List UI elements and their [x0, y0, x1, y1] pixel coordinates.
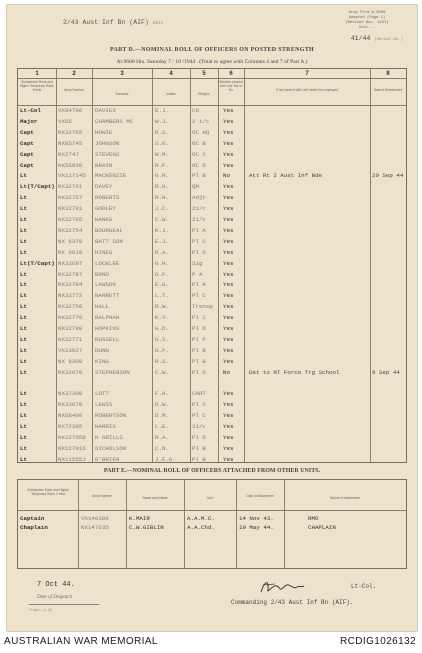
cell-rank: Chaplain [20, 524, 48, 531]
table-row [18, 423, 406, 431]
cell-initials: J.C. [155, 205, 169, 213]
cell-surname: BARRETT [95, 292, 120, 300]
cell-rank: Lt [20, 444, 27, 452]
col-number-1: 1 [35, 70, 39, 77]
header-unit-label: Unit [152, 21, 164, 26]
cell-initials: K.J. [155, 226, 169, 234]
cell-initials: G.S. [155, 335, 169, 343]
cell-initials: G.H. [155, 259, 169, 267]
cell-initials: R.W. [155, 303, 169, 311]
cell-religion: OC D [192, 161, 206, 169]
cell-number: VX13027 [58, 346, 83, 354]
cell-rank: Capt [20, 150, 34, 158]
cell-religion: Pl A [192, 226, 206, 234]
caption-id: RCDIG1026132 [340, 636, 416, 647]
despatch-date: 7 Oct 44. [37, 581, 75, 589]
cell-initials: C.W. [155, 368, 169, 376]
cell-present: Yes [223, 128, 234, 136]
signature-rank: Lt-Col. [351, 583, 377, 590]
cell-rank: Lt [20, 194, 27, 202]
cell-surname: BRAIN [95, 161, 113, 169]
table-row [18, 434, 406, 442]
cell-religion: Pl C [192, 412, 206, 420]
cell-number: NX32770 [58, 314, 83, 322]
cell-present: Yes [223, 455, 234, 463]
cell-initials: G.F. [155, 270, 169, 278]
table-row [18, 151, 406, 159]
cell-surname: HINES [95, 248, 113, 256]
cell-rank: Capt [20, 139, 34, 147]
cell-rank: Lt [20, 335, 27, 343]
handwritten-signature [259, 578, 305, 596]
cell-number: VX146306 [81, 515, 109, 522]
table-row [18, 107, 406, 115]
cell-present: Yes [223, 194, 234, 202]
cell-present: Yes [223, 390, 234, 398]
cell-unit: A.A.Chd. [187, 524, 215, 531]
cell-surname: LEWIS [95, 401, 113, 409]
cell-initials: R.S. [155, 357, 169, 365]
header-unit [63, 19, 164, 26]
cell-rank: Capt [20, 161, 34, 169]
cell-rank: Lt [20, 205, 27, 213]
table-row [18, 271, 406, 279]
part-d-subtitle: At 0600 Hrs. Saturday 7 / 10 /1944 . (Total to agree with Columns 4 and 7 of Part A.) [116, 59, 308, 65]
cell-rank: Capt [20, 128, 34, 136]
col-head-present: Whether present with Unit Yes or No [219, 80, 243, 92]
cell-present: Yes [223, 117, 234, 125]
cell-rank: Lt [20, 270, 27, 278]
cell-religion: Pl F [192, 335, 206, 343]
cell-present: Yes [223, 259, 234, 267]
cell-religion: Pl C [192, 237, 206, 245]
form-ref-line: (Revised Nov. 1942) [345, 21, 389, 25]
cell-initials: D.W. [155, 401, 169, 409]
cell-initials: E.G. [155, 281, 169, 289]
cell-number: NX32794 [58, 281, 83, 289]
cell-rank: Lt [20, 248, 27, 256]
table-row [18, 380, 406, 388]
cell-number: NX72305 [58, 423, 83, 431]
table-row [18, 336, 406, 344]
cell-rank: Lt [20, 455, 27, 463]
cell-number: NX56830 [58, 161, 83, 169]
cell-initials: C.W. [155, 216, 169, 223]
col-number-4: 4 [169, 70, 173, 77]
cell-surname: NICHOLSON [95, 444, 127, 452]
table-row [18, 118, 406, 126]
cell-surname: ROBERTS [95, 194, 120, 202]
serial-value: 41/44 [350, 35, 371, 42]
cell-surname: KING [95, 357, 109, 365]
table-row [18, 281, 406, 289]
e-col-head-name: Name and Initials [142, 496, 168, 500]
col-head-detach-date: Date of Detachment [373, 88, 403, 92]
cell-religion: Pl D [192, 248, 206, 256]
col-number-8: 8 [386, 70, 390, 77]
table-row [18, 390, 406, 398]
col-head-initials: Initials [166, 92, 176, 96]
cell-surname: STEPHENSON [95, 368, 130, 376]
cell-rank: Lt [20, 390, 27, 398]
cell-present: Yes [223, 107, 234, 114]
cell-present: Yes [223, 444, 234, 452]
cell-rank: Lt [20, 325, 27, 332]
cell-present: Yes [223, 303, 234, 311]
cell-number: NX147635 [81, 524, 109, 531]
table-row [18, 347, 406, 355]
cell-initials: R.F. [155, 161, 169, 169]
cell-rank: Major [20, 117, 38, 125]
table-row [18, 401, 406, 409]
cell-name: K.MAIR [129, 515, 150, 522]
cell-initials: W.J. [155, 117, 169, 125]
cell-initials: E.J. [155, 107, 169, 114]
cell-number: NX33078 [58, 401, 83, 409]
table-row [18, 162, 406, 170]
cell-present: Yes [223, 314, 234, 322]
cell-surname: RALPHAN [95, 314, 120, 322]
cell-name: C.W.GIBLIN [129, 524, 164, 531]
part-e-table [17, 479, 407, 569]
cell-number: NX32772 [58, 292, 83, 300]
commanding-officer-line: Commanding 2/43 Aust Inf Bn (AIF). [231, 599, 354, 606]
cell-rank: Lt [20, 281, 27, 289]
cell-religion: Transp [192, 303, 213, 311]
cell-initials: C.N. [155, 444, 169, 452]
part-d-title: PART D.—NOMINAL ROLL OF OFFICERS ON POSTED STRENGTH [109, 47, 314, 53]
cell-religion: Pl B [192, 172, 206, 180]
cell-present: Yes [223, 434, 234, 441]
table-row [18, 412, 406, 420]
cell-number: NX127058 [58, 434, 86, 441]
part-e-title: PART E.—NOMINAL ROLL OF OFFICERS ATTACHED FROM OTHER UNITS. [103, 468, 321, 474]
table-row [18, 369, 406, 377]
cell-initials: R.H. [155, 194, 169, 202]
cell-date: 9 Sep 44 [372, 368, 400, 376]
cell-number: NX32697 [58, 259, 83, 267]
cell-present: Yes [223, 237, 234, 245]
cell-present: Yes [223, 357, 234, 365]
cell-rank: Lt(T/Capt) [20, 183, 55, 191]
attached-row [18, 524, 406, 532]
table-row [18, 183, 406, 191]
table-row [18, 445, 406, 453]
document-sheet [6, 4, 418, 632]
cell-religion: Pl D [192, 325, 206, 332]
cell-number: NX 9618 [58, 248, 83, 256]
cell-religion: 2 i/c [192, 117, 210, 125]
cell-present: Yes [223, 216, 234, 223]
col-number-2: 2 [72, 70, 76, 77]
cell-number: NX115553 [58, 455, 86, 463]
cell-religion: OC B [192, 139, 206, 147]
cell-number: VX117145 [58, 172, 86, 180]
cell-surname: DAVIES [95, 107, 116, 114]
table-row [18, 292, 406, 300]
cell-initials: D.M. [155, 412, 169, 420]
col-head-surname: Surname [115, 92, 129, 96]
table-row [18, 129, 406, 137]
cell-rank: Lt [20, 401, 27, 409]
cell-initials: L.T. [155, 292, 169, 300]
cell-present: Yes [223, 346, 234, 354]
cell-number: NX32787 [58, 270, 83, 278]
cell-surname: LAWSON [95, 281, 116, 289]
cell-initials: L.E. [155, 423, 169, 431]
form-ref-line: Unit... [359, 26, 375, 30]
table-row [18, 358, 406, 366]
cell-surname: LOCKLEE [95, 259, 120, 267]
cell-number: NX68408 [58, 412, 83, 420]
table-row [18, 249, 406, 257]
cell-religion: 2i/c [192, 216, 206, 223]
cell-present: Yes [223, 281, 234, 289]
cell-surname: MACKENZIE [95, 172, 127, 180]
cell-number: NX32765 [58, 216, 83, 223]
cell-initials: W.M. [155, 150, 169, 158]
cell-rank: Lt [20, 412, 27, 420]
cell-present: Yes [223, 183, 234, 191]
col-head-religion: Religion [198, 92, 210, 96]
cell-rank: Lt [20, 434, 27, 441]
cell-number: NX32761 [58, 183, 83, 191]
form-ref-line: Adapted (Page 2) [348, 16, 386, 20]
cell-religion: CO [192, 107, 199, 114]
cell-surname: BATT SON [95, 237, 123, 245]
col-head-employment: If not present with Unit, state how employed [276, 88, 338, 92]
cell-initials: F.H. [155, 390, 169, 398]
cell-rank: Lt [20, 314, 27, 322]
cell-initials: G.F. [155, 346, 169, 354]
cell-employed: Att Rt 2 Aust Inf Bde [249, 172, 323, 180]
form-ref-line: Army Form W.3008 [348, 11, 386, 15]
cell-surname: HALL [95, 303, 109, 311]
cell-number: NX32070 [58, 368, 83, 376]
cell-religion: Pl D [192, 434, 206, 441]
table-row [18, 216, 406, 224]
cell-surname: RUSSELL [95, 335, 120, 343]
cell-date: 20 Sep 44 [372, 172, 404, 180]
cell-present: Yes [223, 335, 234, 343]
despatch-label: Date of Despatch [37, 595, 72, 600]
cell-rank: Captain [20, 515, 45, 522]
cell-surname: O'BRIEN [95, 455, 120, 463]
table-row [18, 325, 406, 333]
cell-rank: Lt [20, 423, 27, 431]
table-row [18, 194, 406, 202]
cell-surname: BOURGEAL [95, 226, 123, 234]
col-head-rank: Substantive Rank and Higher Temporary Rank, if held [19, 80, 55, 92]
cell-number: NX32754 [58, 226, 83, 234]
cell-rank: Lt [20, 237, 27, 245]
cell-rank: Lt(T/Capt) [20, 259, 55, 267]
table-row [18, 205, 406, 213]
cell-rank: Lt [20, 172, 27, 180]
cell-religion: OC C [192, 150, 206, 158]
cell-surname: HOPKINS [95, 325, 120, 332]
cell-present: Yes [223, 150, 234, 158]
cell-present: Yes [223, 226, 234, 234]
e-col-head-rank: Substantive Rank and Higher Temporary Rank, if held [27, 488, 69, 496]
cell-surname: HOWIE [95, 128, 113, 136]
e-col-head-nature: Nature of Attachment [330, 496, 360, 500]
cell-present: Yes [223, 161, 234, 169]
cell-religion: Pl C [192, 292, 206, 300]
cell-nature: RMO [308, 515, 319, 522]
cell-number: NX32758 [58, 303, 83, 311]
cell-initials: K.V. [155, 314, 169, 322]
col-number-5: 5 [202, 70, 206, 77]
table-row [18, 314, 406, 322]
cell-present: Yes [223, 205, 234, 213]
cell-religion: Pl C [192, 401, 206, 409]
cell-religion: 2i/c [192, 205, 206, 213]
cell-present: No [223, 172, 230, 180]
cell-number: NX127016 [58, 444, 86, 452]
cell-religion: 2i/c [192, 423, 206, 431]
cell-number: NX37300 [58, 390, 83, 398]
caption-source: AUSTRALIAN WAR MEMORIAL [4, 636, 158, 647]
cell-surname: BOND [95, 270, 109, 278]
cell-number: NX32771 [58, 335, 83, 343]
cell-initials: J.E.G. [155, 455, 176, 463]
cell-rank: Lt [20, 357, 27, 365]
cell-number: NX 8309 [58, 357, 83, 365]
cell-number: VX55 [58, 117, 72, 125]
col-number-6: 6 [229, 70, 233, 77]
serial-number [351, 35, 403, 42]
cell-religion: QM [192, 183, 199, 191]
cell-number: NX32780 [58, 325, 83, 332]
cell-surname: STEVENS [95, 150, 120, 158]
e-col-head-date: Date of Attachment [246, 494, 274, 498]
table-row [18, 260, 406, 268]
cell-number: NX85745 [58, 139, 83, 147]
cell-surname: GODLEY [95, 205, 116, 213]
cell-initials: S.E. [155, 139, 169, 147]
cell-religion: Pl C [192, 314, 206, 322]
cell-religion: Adjt [192, 194, 206, 202]
cell-religion: Pl B [192, 455, 206, 463]
table-row [18, 456, 406, 464]
cell-initials: R.A. [155, 248, 169, 256]
cell-present: Yes [223, 325, 234, 332]
cell-present: Yes [223, 292, 234, 300]
col-number-3: 3 [120, 70, 124, 77]
cell-surname: H GRILLS [95, 434, 123, 441]
cell-religion: Pl B [192, 346, 206, 354]
cell-initials: E.J. [155, 237, 169, 245]
cell-surname: HARRIS [95, 423, 116, 431]
cell-religion: Pl A [192, 281, 206, 289]
cell-rank: Lt [20, 226, 27, 234]
cell-present: Yes [223, 139, 234, 147]
cell-surname: CHAMBERS MC [95, 117, 134, 125]
cell-religion: Pl D [192, 368, 206, 376]
cell-nature: CHAPLAIN [308, 524, 336, 531]
table-row [18, 172, 406, 180]
table-row [18, 140, 406, 148]
part-d-table [17, 68, 407, 463]
cell-surname: DUNN [95, 346, 109, 354]
cell-number: NX32781 [58, 205, 83, 213]
cell-present: Yes [223, 423, 234, 431]
cell-present: No [223, 368, 230, 376]
attached-row [18, 515, 406, 523]
cell-rank: Lt [20, 346, 27, 354]
table-row [18, 238, 406, 246]
cell-surname: DAVEY [95, 183, 113, 191]
cell-unit: A.A.M.C. [187, 515, 215, 522]
cell-present: Yes [223, 248, 234, 256]
cell-date: 14 Nov 43. [239, 515, 274, 522]
cell-surname: ROBERTSON [95, 412, 127, 420]
cell-number: VX84796 [58, 107, 83, 114]
cell-surname: HANKS [95, 216, 113, 223]
serial-label: (Serial No.) [374, 38, 403, 42]
col-head-army-number: Army Number [64, 88, 84, 92]
cell-date: 19 May 44. [239, 524, 274, 531]
cell-rank: Lt [20, 303, 27, 311]
cell-rank: Lt [20, 292, 27, 300]
cell-rank: Lt [20, 216, 27, 223]
cell-initials: R.S. [155, 128, 169, 136]
cell-religion: Pl B [192, 444, 206, 452]
cell-number: NX2747 [58, 150, 79, 158]
cell-religion: CART [192, 390, 206, 398]
cell-present: Yes [223, 412, 234, 420]
form-reference [331, 11, 403, 31]
cell-rank: Lt [20, 368, 27, 376]
cell-initials: R.A. [155, 434, 169, 441]
cell-number: NX32765 [58, 128, 83, 136]
cell-initials: G.D. [155, 325, 169, 332]
cell-surname: JOHNSON [95, 139, 120, 147]
e-col-head-unit: Unit [207, 496, 213, 500]
table-row [18, 303, 406, 311]
cell-surname: LOTT [95, 390, 109, 398]
cell-employed: Det to NT Force Trg School [249, 368, 340, 376]
header-unit-text: 2/43 Aust Inf Bn (AIF) [63, 19, 149, 26]
cell-religion: Pl B [192, 357, 206, 365]
cell-rank: Lt-Col [20, 107, 41, 114]
form-footer: Trans.—1-44 [29, 609, 53, 613]
cell-religion: OC HQ [192, 128, 210, 136]
table-row [18, 227, 406, 235]
e-col-head-army-number: Army Number [92, 494, 112, 498]
cell-present: Yes [223, 270, 234, 278]
cell-number: NX 6370 [58, 237, 83, 245]
cell-present: Yes [223, 401, 234, 409]
cell-religion: Sig [192, 259, 203, 267]
cell-initials: R.H. [155, 183, 169, 191]
col-number-7: 7 [305, 70, 309, 77]
despatch-underline [29, 604, 99, 605]
cell-religion: P A [192, 270, 203, 278]
cell-initials: G.R. [155, 172, 169, 180]
cell-number: NX32757 [58, 194, 83, 202]
